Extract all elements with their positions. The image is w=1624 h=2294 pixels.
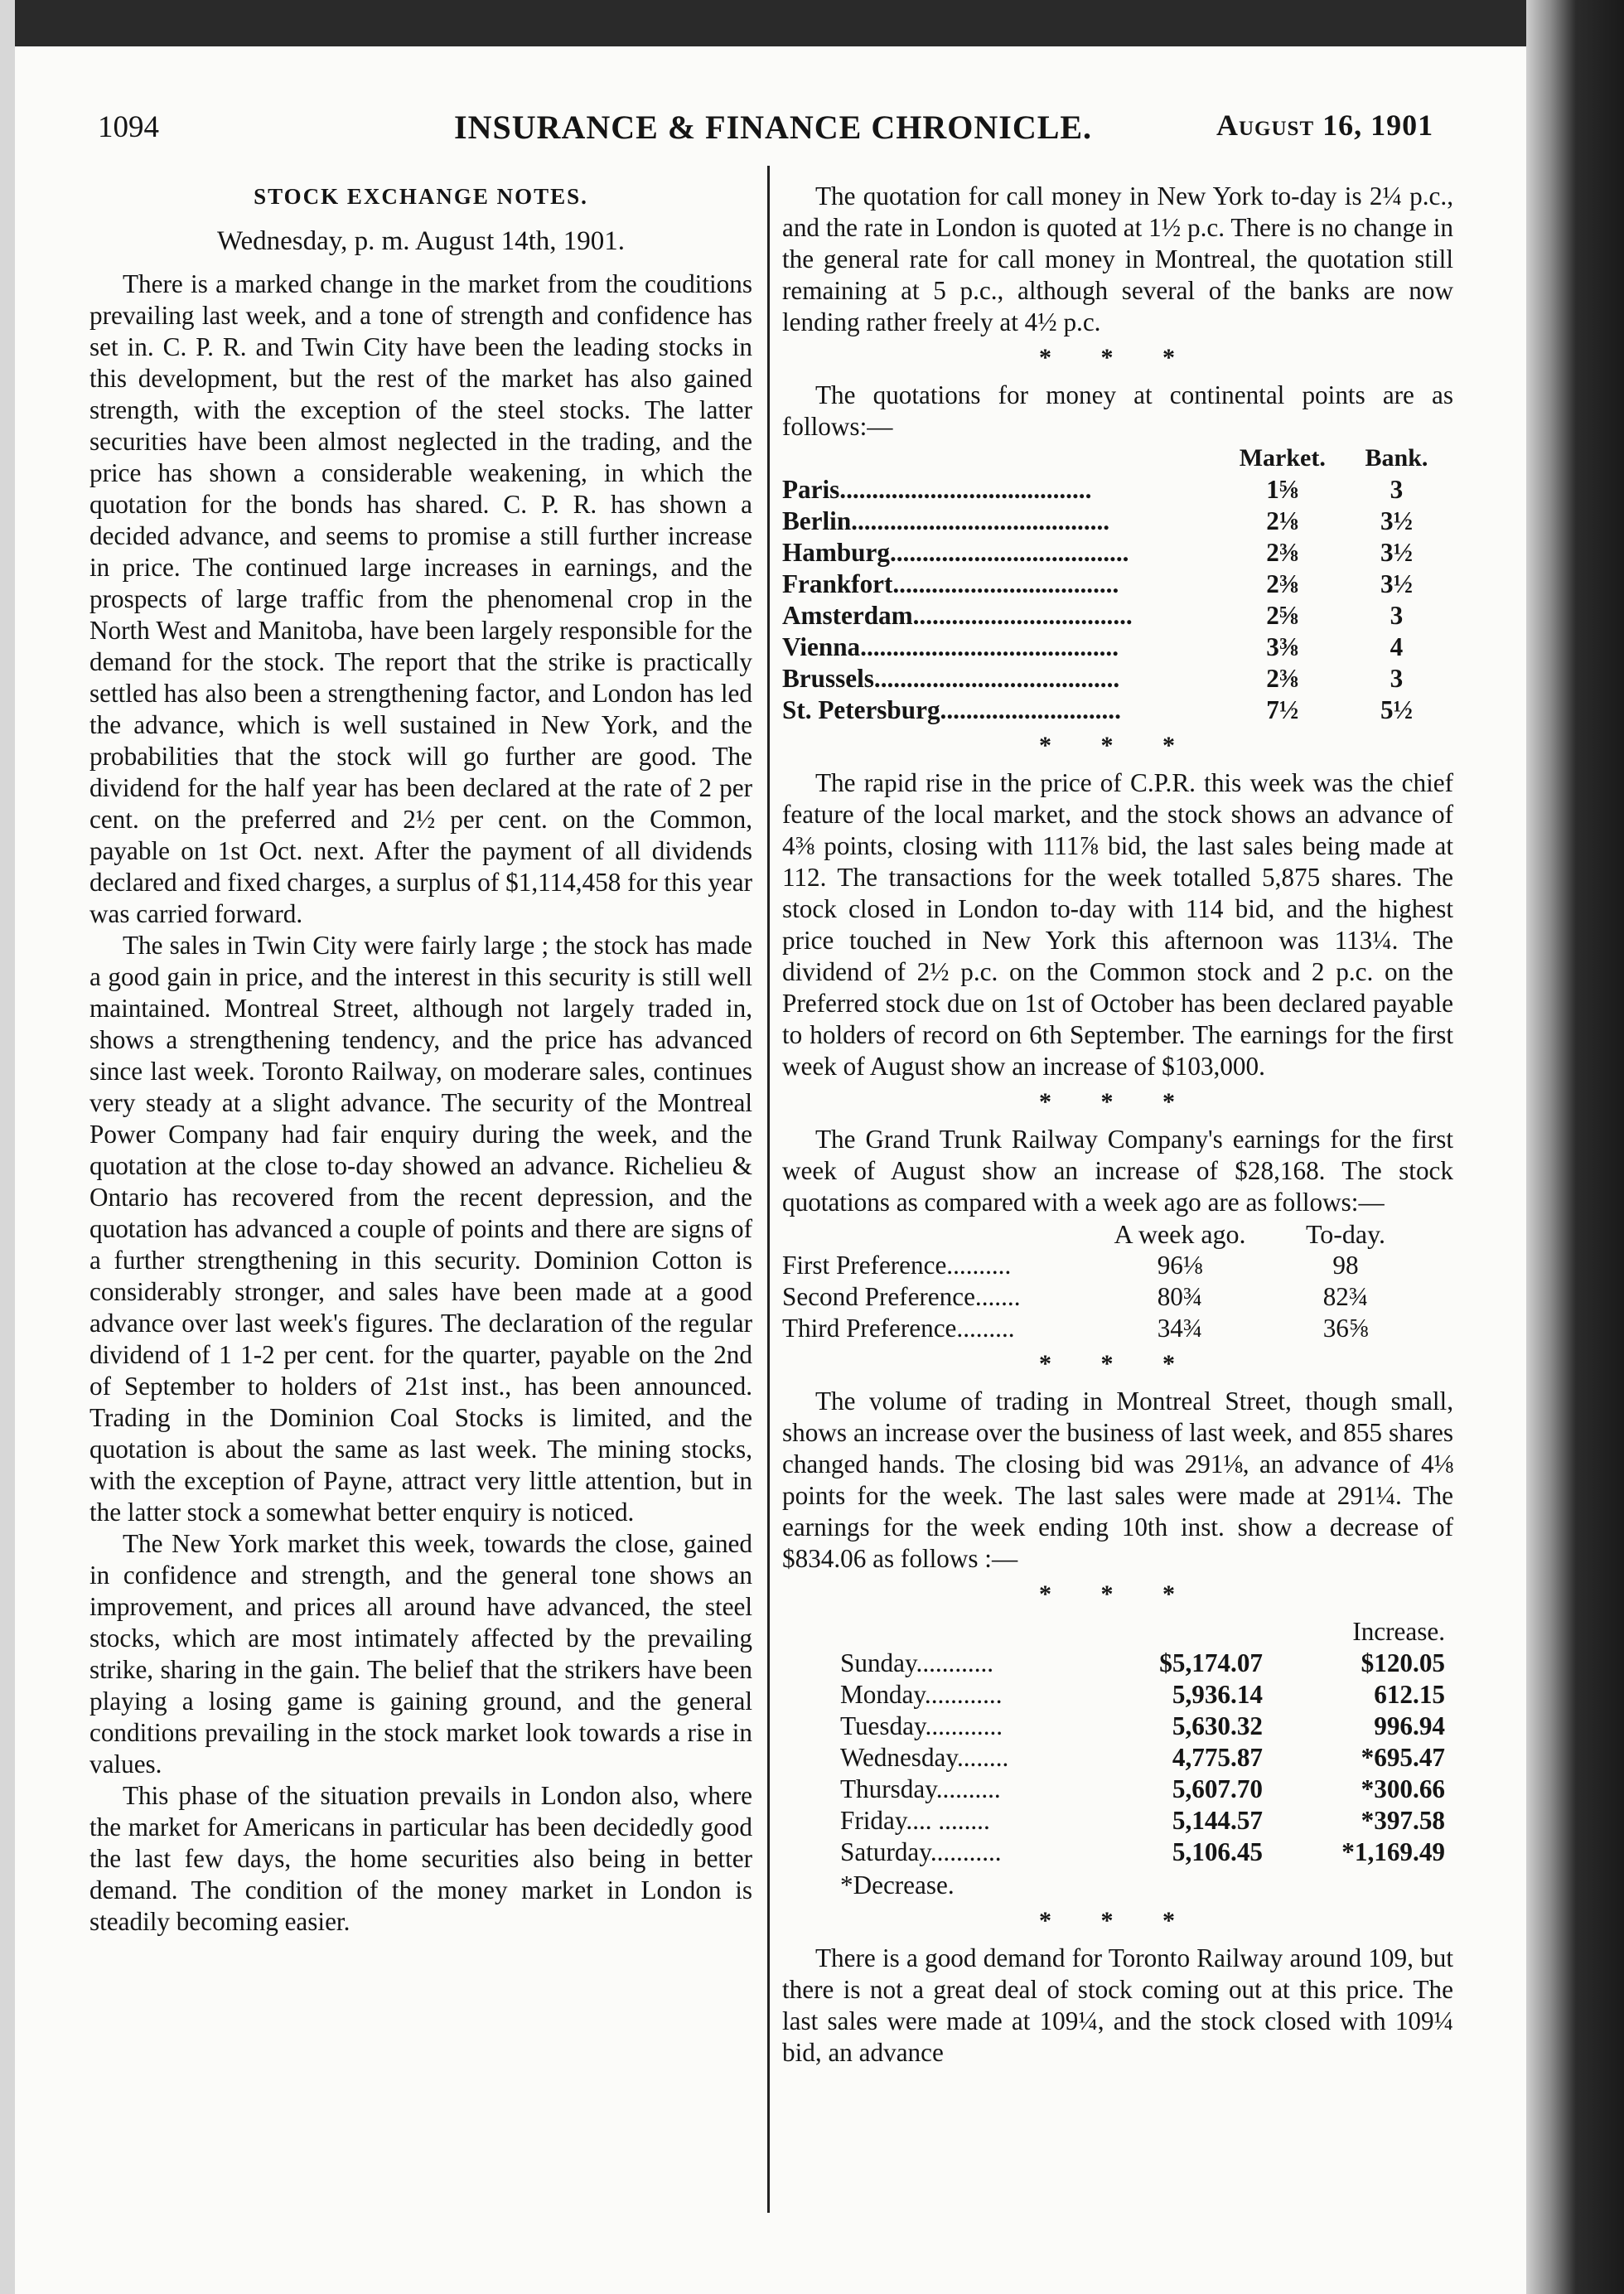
separator-stars: * * * bbox=[1039, 1088, 1196, 1116]
paragraph-continental-intro: The quotations for money at continental points are as follows:— bbox=[782, 380, 1453, 441]
continental-rates-table bbox=[782, 443, 1453, 726]
column-divider bbox=[767, 166, 770, 2213]
table-row bbox=[840, 1742, 1445, 1774]
bank-rate: 3 bbox=[1390, 664, 1404, 693]
table-row bbox=[782, 632, 1453, 663]
paragraph-call-money: The quotation for call money in New York to-day is 2¼ p.c., and the rate in London is quoted at 1½ p.c. There is no change in the general rate for call money in Montreal, the quotation still remaining at 5 p.c., although several of the banks are now lending rather freely at 4½ p.c. bbox=[782, 181, 1453, 336]
market-rate: 2⅜ bbox=[1266, 664, 1299, 693]
column-header-week-ago: A week ago. bbox=[1114, 1219, 1246, 1249]
market-rate: 2⅜ bbox=[1266, 569, 1299, 598]
table-row bbox=[782, 663, 1453, 694]
weekday: Saturday........... bbox=[840, 1837, 1002, 1866]
bank-rate: 3 bbox=[1390, 475, 1404, 504]
separator-stars: * * * bbox=[1039, 1907, 1196, 1934]
decrease-footnote: *Decrease. bbox=[840, 1871, 955, 1900]
market-rate: 2⅜ bbox=[1266, 538, 1299, 567]
weekday: Friday.... ........ bbox=[840, 1806, 990, 1835]
earnings-increase: *1,169.49 bbox=[1341, 1837, 1445, 1866]
table-row bbox=[782, 569, 1453, 600]
separator-stars: * * * bbox=[1039, 1580, 1196, 1608]
separator-stars: * * * bbox=[1039, 1350, 1196, 1377]
scan-binding-shadow bbox=[1526, 0, 1624, 2294]
scan-left-edge bbox=[0, 0, 15, 2294]
market-rate: 2⅝ bbox=[1266, 601, 1299, 630]
rate-city: Berlin........................................ bbox=[782, 506, 1110, 535]
grand-trunk-table bbox=[782, 1218, 1428, 1344]
table-header-row bbox=[782, 1218, 1428, 1250]
week-ago-price: 34¾ bbox=[1157, 1314, 1203, 1343]
paragraph-toronto-railway: There is a good demand for Toronto Railway around 109, but there is not a great deal of stock coming out at this price. The last sales were made at 109¼, and the stock closed with 109¼ bid, an advance bbox=[782, 1943, 1453, 2067]
earnings-amount: 4,775.87 bbox=[1172, 1743, 1263, 1772]
section-heading: STOCK EXCHANGE NOTES. bbox=[254, 184, 588, 209]
rate-city: Paris....................................... bbox=[782, 475, 1092, 504]
table-row bbox=[782, 537, 1453, 569]
earnings-amount: 5,630.32 bbox=[1172, 1711, 1263, 1740]
rate-city: Frankfort................................... bbox=[782, 569, 1119, 598]
issue-date: August 16, 1901 bbox=[1216, 109, 1434, 142]
table-row bbox=[782, 600, 1453, 632]
bank-rate: 4 bbox=[1390, 632, 1404, 661]
table-row bbox=[840, 1679, 1445, 1711]
week-ago-price: 80¾ bbox=[1157, 1282, 1203, 1311]
rate-city: Amsterdam.................................. bbox=[782, 601, 1133, 630]
bank-rate: 3 bbox=[1390, 601, 1404, 630]
earnings-increase: $120.05 bbox=[1361, 1648, 1445, 1677]
rate-city: St. Petersburg............................ bbox=[782, 695, 1121, 724]
paragraph-market-change: There is a marked change in the market from the couditions prevailing last week, and a tone of strength and confidence has set in. C. P. R. and Twin City have been the leading stocks in this development, but the rest of the market has also gained strength, with the exception of the steel stocks. The latter securities have been almost neglected in the trading, and the price has shown a considerable weakening, in which the quotation for the bonds has shared. C. P. R. has shown a decided advance, and seems to promise a still further increase in price. The continued large increases in earnings, and the prospects of large traffic from the phenomenal crop in the North West and Manitoba, have been largely responsible for the demand for the stock. The report that the strike is practically settled has also been a strengthening factor, and London has led the advance, which is well sustained in New York, and the probabilities that the stock will go further are good. The dividend for the half year has been declared at the rate of 2 per cent. on the preferred and 2½ per cent. on the Common, payable on 1st Oct. next. After the payment of all dividends declared and fixed charges, a surplus of $1,114,458 for this year was carried forward. bbox=[89, 269, 752, 928]
preference-series: Second Preference....... bbox=[782, 1282, 1021, 1311]
earnings-increase: *300.66 bbox=[1361, 1774, 1445, 1803]
table-row bbox=[840, 1805, 1445, 1837]
paragraph-cpr: The rapid rise in the price of C.P.R. this week was the chief feature of the local market, and the stock shows an advance of 4⅜ points, closing with 111⅞ bid, the last sales being made at 112. The transactions for the week totalled 5,875 shares. The stock closed in London to-day with 114 bid, and the highest price touched in New York this afternoon was 113¼. The dividend of 2½ p.c. on the Common stock and 2 p.c. on the Preferred stock due on 1st of October has been declared payable to holders of record on 6th September. The earnings for the first week of August show an increase of $103,000. bbox=[782, 768, 1453, 1081]
table-row bbox=[840, 1648, 1445, 1679]
scan-top-border bbox=[0, 0, 1624, 46]
table-header-row bbox=[840, 1616, 1445, 1648]
table-row bbox=[782, 1313, 1428, 1344]
paragraph-twin-city: The sales in Twin City were fairly large ; the stock has made a good gain in price, and the interest in this security is still well maintained. Montreal Street, although not largely traded in, shows a strengthening tendency, and the price has advanced since last week. Toronto Railway, on moderare sales, continues very steady at a slight advance. The security of the Montreal Power Company had fair enquiry during the week, and the quotation at the close to-day showed an advance. Richelieu & Ontario has recovered from the recent depression, and the quotation has advanced a couple of points and there are signs of a further strengthening in this security. Dominion Cotton is considerably stronger, and sales have been made at a good advance over last week's figures. The declaration of the regular dividend of 1 1-2 per cent. for the quarter, payable on the 2nd of September to holders of 21st inst., has been announced. Trading in the Dominion Coal Stocks is limited, and the quotation is about the same as last week. The mining stocks, with the exception of Payne, attract very little attention, but in the latter stock a somewhat better enquiry is noticed. bbox=[89, 931, 752, 1527]
dateline: Wednesday, p. m. August 14th, 1901. bbox=[216, 226, 625, 256]
table-row bbox=[782, 1250, 1428, 1281]
table-row bbox=[840, 1774, 1445, 1805]
separator-stars: * * * bbox=[1039, 732, 1196, 759]
left-column bbox=[89, 181, 752, 1938]
earnings-amount: $5,174.07 bbox=[1159, 1648, 1263, 1677]
separator-stars: * * * bbox=[1039, 344, 1196, 371]
preference-series: Third Preference......... bbox=[782, 1314, 1015, 1343]
table-row bbox=[782, 506, 1453, 537]
today-price: 82¾ bbox=[1322, 1282, 1369, 1311]
column-header-today: To-day. bbox=[1305, 1219, 1386, 1249]
table-row bbox=[782, 1281, 1428, 1313]
page-number: 1094 bbox=[98, 110, 159, 144]
earnings-amount: 5,936.14 bbox=[1172, 1680, 1263, 1709]
table-row bbox=[782, 474, 1453, 506]
bank-rate: 3½ bbox=[1380, 506, 1413, 535]
table-note-row bbox=[840, 1868, 1445, 1901]
today-price: 36⅝ bbox=[1322, 1314, 1369, 1343]
paragraph-london: This phase of the situation prevails in London also, where the market for Americans in particular has been decidedly good the last few days, the home securities also being in better demand. The condition of the money market in London is steadily becoming easier. bbox=[89, 1781, 752, 1936]
paragraph-montreal-street: The volume of trading in Montreal Street, though small, shows an increase over the business of last week, and 855 shares changed hands. The closing bid was 291⅛, an advance of 4⅛ points for the week. The last sales were made at 291¼. The earnings for the week ending 10th inst. show a decrease of $834.06 as follows :— bbox=[782, 1387, 1453, 1573]
earnings-amount: 5,607.70 bbox=[1172, 1774, 1263, 1803]
market-rate: 3⅜ bbox=[1266, 632, 1299, 661]
bank-rate: 3½ bbox=[1380, 569, 1413, 598]
paragraph-grand-trunk: The Grand Trunk Railway Company's earnings for the first week of August show an increase of $28,168. The stock quotations as compared with a week ago are as follows:— bbox=[782, 1125, 1453, 1217]
montreal-street-earnings-table bbox=[840, 1616, 1445, 1901]
paragraph-new-york: The New York market this week, towards the close, gained in confidence and strength, and the general tone shows an improvement, and prices all around have advanced, the steel stocks, which are most intimately affected by the prevailing strike, sharing in the gain. The belief that the strikers have been playing a losing game is gaining ground, and the general conditions prevailing in the stock market look towards a rise in values. bbox=[89, 1529, 752, 1779]
weekday: Monday............ bbox=[840, 1680, 1003, 1709]
earnings-increase: 612.15 bbox=[1374, 1680, 1445, 1709]
table-row bbox=[840, 1711, 1445, 1742]
weekday: Wednesday........ bbox=[840, 1743, 1009, 1772]
weekday: Tuesday............ bbox=[840, 1711, 1003, 1740]
earnings-increase: *695.47 bbox=[1361, 1743, 1445, 1772]
bank-rate: 3½ bbox=[1380, 538, 1413, 567]
column-header-bank: Bank. bbox=[1365, 444, 1428, 472]
bank-rate: 5½ bbox=[1380, 695, 1413, 724]
table-header-row bbox=[782, 443, 1453, 474]
weekday: Sunday............ bbox=[840, 1648, 994, 1677]
earnings-amount: 5,106.45 bbox=[1172, 1837, 1263, 1866]
today-price: 98 bbox=[1332, 1251, 1359, 1280]
table-row bbox=[782, 694, 1453, 726]
publication-title: INSURANCE & FINANCE CHRONICLE. bbox=[454, 109, 1093, 146]
rate-city: Brussels...................................... bbox=[782, 664, 1120, 693]
earnings-increase: *397.58 bbox=[1361, 1806, 1445, 1835]
week-ago-price: 96⅛ bbox=[1157, 1251, 1203, 1280]
column-header-increase: Increase. bbox=[1352, 1617, 1445, 1646]
rate-city: Vienna........................................ bbox=[782, 632, 1119, 661]
earnings-increase: 996.94 bbox=[1374, 1711, 1445, 1740]
market-rate: 1⅝ bbox=[1266, 475, 1299, 504]
weekday: Thursday.......... bbox=[840, 1774, 1001, 1803]
column-header-market: Market. bbox=[1239, 444, 1326, 472]
rate-city: Hamburg..................................... bbox=[782, 538, 1129, 567]
preference-series: First Preference.......... bbox=[782, 1251, 1012, 1280]
market-rate: 2⅛ bbox=[1266, 506, 1299, 535]
right-column bbox=[782, 181, 1453, 2069]
earnings-amount: 5,144.57 bbox=[1172, 1806, 1263, 1835]
table-row bbox=[840, 1837, 1445, 1868]
market-rate: 7½ bbox=[1266, 695, 1299, 724]
running-header bbox=[0, 103, 1624, 152]
